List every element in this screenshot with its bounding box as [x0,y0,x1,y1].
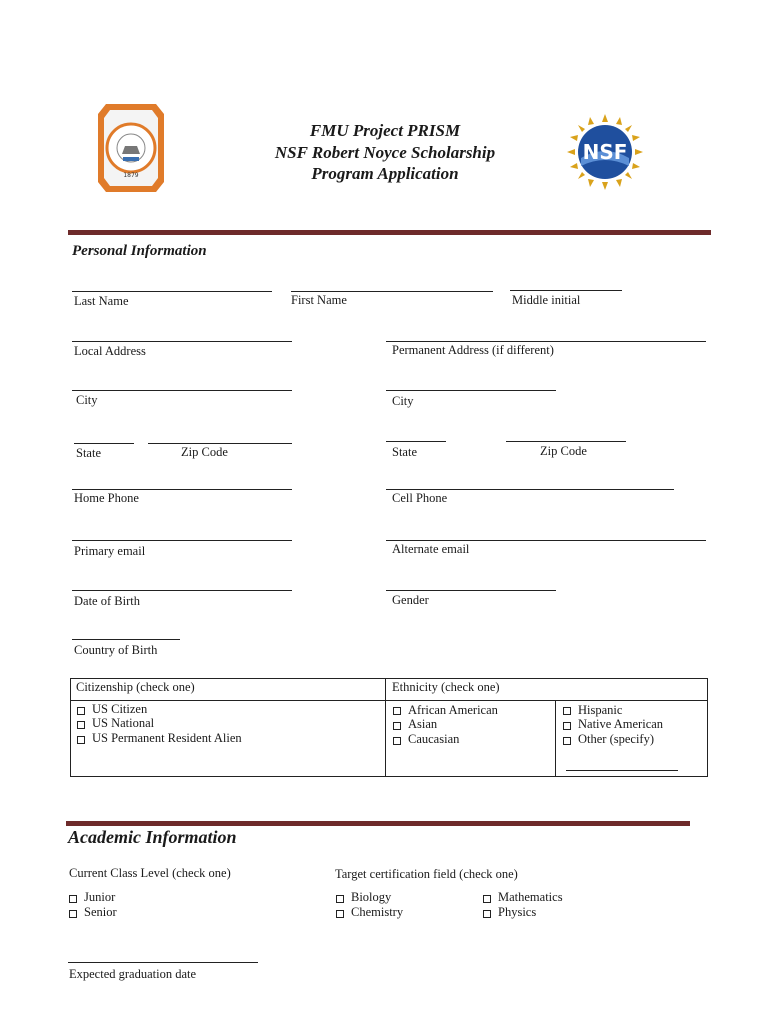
us-citizen-checkbox[interactable] [77,707,85,715]
section-divider-bar [68,230,711,235]
native-american-label: Native American [578,717,664,731]
graduation-date-label: Expected graduation date [69,967,197,981]
us-national-label: US National [92,716,155,730]
personal-info-heading: Personal Information [72,243,207,259]
middle-initial-field[interactable] [510,290,622,291]
other-specify-field[interactable] [566,770,678,771]
physics-checkbox[interactable] [483,910,491,918]
date-of-birth-label: Date of Birth [74,594,140,608]
permanent-resident-checkbox[interactable] [77,736,85,744]
us-citizen-label: US Citizen [92,702,148,716]
zip-field-left[interactable] [148,443,292,444]
alternate-email-label: Alternate email [392,542,470,556]
gender-label: Gender [392,593,429,607]
class-level-label: Current Class Level (check one) [69,866,231,880]
section-divider-bar-academic [66,821,690,826]
caucasian-label: Caucasian [408,732,460,746]
state-field-left[interactable] [74,443,134,444]
mathematics-label: Mathematics [498,890,563,904]
junior-label: Junior [84,890,116,904]
citizenship-heading: Citizenship (check one) [76,680,195,694]
hispanic-checkbox[interactable] [563,707,571,715]
svg-text:NSF: NSF [582,140,628,164]
date-of-birth-field[interactable] [72,590,292,591]
native-american-checkbox[interactable] [563,722,571,730]
african-american-label: African American [408,703,498,717]
city-field-left[interactable] [72,390,292,391]
permanent-address-field[interactable] [386,341,706,342]
zip-field-right[interactable] [506,441,626,442]
caucasian-checkbox[interactable] [393,737,401,745]
middle-initial-label: Middle initial [512,293,581,307]
permanent-address-label: Permanent Address (if different) [392,343,554,357]
mathematics-checkbox[interactable] [483,895,491,903]
senior-label: Senior [84,905,117,919]
physics-label: Physics [498,905,537,919]
chemistry-label: Chemistry [351,905,404,919]
country-of-birth-field[interactable] [72,639,180,640]
biology-checkbox[interactable] [336,895,344,903]
asian-checkbox[interactable] [393,722,401,730]
gender-field[interactable] [386,590,556,591]
ethnicity-column-divider [555,700,556,776]
alternate-email-field[interactable] [386,540,706,541]
ethnicity-heading: Ethnicity (check one) [392,680,500,694]
graduation-date-field[interactable] [68,962,258,963]
us-national-checkbox[interactable] [77,721,85,729]
junior-checkbox[interactable] [69,895,77,903]
state-field-right[interactable] [386,441,446,442]
academic-info-heading: Academic Information [68,827,237,847]
cert-field-label: Target certification field (check one) [335,867,518,881]
home-phone-label: Home Phone [74,491,139,505]
city-label-right: City [392,394,414,408]
asian-label: Asian [408,717,438,731]
primary-email-label: Primary email [74,544,146,558]
form-title-line2: NSF Robert Noyce Scholarship [274,143,496,162]
table-column-divider [385,678,386,776]
city-label-left: City [76,393,98,407]
first-name-label: First Name [291,293,347,307]
form-title-line3: Program Application [311,164,459,183]
hispanic-label: Hispanic [578,703,623,717]
chemistry-checkbox[interactable] [336,910,344,918]
african-american-checkbox[interactable] [393,707,401,715]
zip-label-left: Zip Code [181,445,228,459]
local-address-label: Local Address [74,344,146,358]
senior-checkbox[interactable] [69,910,77,918]
table-header-divider [70,700,707,701]
form-title-line1: FMU Project PRISM [309,121,461,140]
last-name-field[interactable] [72,291,272,292]
other-ethnicity-label: Other (specify) [578,732,655,746]
city-field-right[interactable] [386,390,556,391]
svg-text:1879: 1879 [123,172,139,179]
home-phone-field[interactable] [72,489,292,490]
local-address-field[interactable] [72,341,292,342]
cell-phone-label: Cell Phone [392,491,448,505]
state-label-right: State [392,445,417,459]
zip-label-right: Zip Code [540,444,587,458]
country-of-birth-label: Country of Birth [74,643,158,657]
permanent-resident-label: US Permanent Resident Alien [92,731,242,745]
last-name-label: Last Name [74,294,129,308]
first-name-field[interactable] [291,291,493,292]
other-ethnicity-checkbox[interactable] [563,737,571,745]
cell-phone-field[interactable] [386,489,674,490]
primary-email-field[interactable] [72,540,292,541]
biology-label: Biology [351,890,392,904]
state-label-left: State [76,446,101,460]
